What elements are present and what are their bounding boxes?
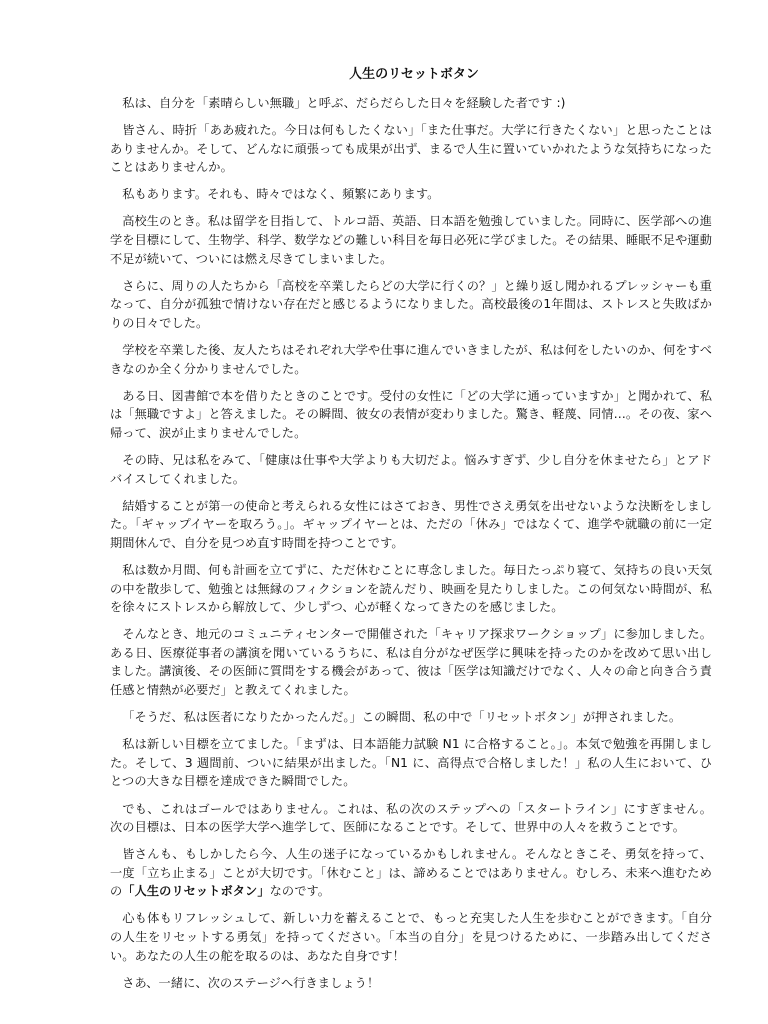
emphasis-reset-button: 「人生のリセットボタン」 — [122, 884, 270, 899]
paragraph-intro: 私は、自分を「素晴らしい無職」と呼ぶ、だらだらした日々を経験した者です :) — [122, 96, 566, 110]
paragraph: 学校を卒業した後、友人たちはそれぞれ大学や仕事に進んでいきましたが、私は何をしたいのか、何をすべきなのか全く分かりませんでした。 — [110, 343, 712, 376]
paragraph-with-emphasis — [110, 845, 712, 901]
paragraph: さらに、周りの人たちから「高校を卒業したらどの大学に行くの？」と繰り返し聞かれるプレッシャーも重なって、自分が孤独で情けない存在だと感じるようになりました。高校最後の1年間は、ストレスと失敗ばかりの日々でした。 — [110, 278, 712, 330]
paragraph: 「そうだ、私は医者になりたかったんだ。」この瞬間、私の中で「リセットボタン」が押されました。 — [122, 710, 682, 725]
paragraph: ある日、図書館で本を借りたときのことです。受付の女性に「どの大学に通っていますか」と聞かれて、私は「無職ですよ」と答えました。その瞬間、彼女の表情が変わりました。驚き、軽蔑、同情…。その夜、家へ帰って、涙が止まりませんでした。 — [110, 388, 712, 440]
paragraph: 結婚することが第一の使命と考えられる女性にはさておき、男性でさえ勇気を出せないような決断をしました。「ギャップイヤーを取ろう。」。ギャップイヤーとは、ただの「休み」ではなくて、進学や就職の前に一定期間休んで、自分を見つめ直す時間を持つことです。 — [110, 498, 712, 550]
paragraph: その時、兄は私をみて、「健康は仕事や大学よりも大切だよ。悩みすぎず、少し自分を休ませたら」とアドバイスしてくれました。 — [110, 453, 712, 486]
paragraph: 私は数か月間、何も計画を立てずに、ただ休むことに専念しました。毎日たっぷり寝て、気持ちの良い天気の中を散歩して、勉強とは無縁のフィクションを読んだり、映画を見たりしました。この何気ない時間が、私を徐々にストレスから解放して、少しずつ、心が軽くなってきたのを感じました。 — [110, 562, 712, 615]
paragraph-text-after: なのです。 — [269, 884, 331, 899]
paragraph: そんなとき、地元のコミュニティセンターで開催された「キャリア探求ワークショップ」に参加しました。ある日、医療従事者の講演を聞いているうちに、私は自分がなぜ医学に興味を持ったのかを改めて思い出しました。講演後、その医師に質問をする機会があって、彼は「医学は知識だけでなく、人々の命と向き合う責任感と情熱が必要だ」と教えてくれました。 — [110, 627, 712, 698]
paragraph: 高校生のとき。私は留学を目指して、トルコ語、英語、日本語を勉強していました。同時に、医学部への進学を目標にして、生物学、科学、数学などの難しい科目を毎日必死に学びました。その結果、睡眠不足や運動不足が続いて、ついには燃え尽きてしまいました。 — [110, 214, 712, 266]
document-title: 人生のリセットボタン — [349, 67, 479, 82]
paragraph: でも、これはゴールではありません。これは、私の次のステップへの「スタートライン」にすぎません。次の目標は、日本の医学大学へ進学して、医師になることです。そして、世界中の人々を救うことです。 — [110, 801, 712, 835]
paragraph: 皆さん、時折「ああ疲れた。今日は何もしたくない」「また仕事だ。大学に行きたくない」と思ったことはありませんか。そして、どんなに頑張っても成果が出ず、まるで人生に置いていかれたような気持ちになったことはありませんか。 — [110, 123, 712, 175]
paragraph: 私もあります。それも、時々ではなく、頻繁にあります。 — [122, 187, 440, 202]
paragraph-text-before: 皆さんも、もしかしたら今、人生の迷子になっているかもしれません。そんなときこそ、勇気を持って、一度「立ち止まる」ことが大切です。「休むこと」は、諦めることではありません。むしろ、未来へ進むための — [110, 847, 712, 899]
paragraph: 私は新しい目標を立てました。「まずは、日本語能力試験 N1 に合格すること。」。本気で勉強を再開しました。そして、3 週間前、ついに結果が出ました。「N1 に、高得点で合格しました！」私の人生において、ひとつの大きな目標を達成できた瞬間でした。 — [110, 737, 712, 789]
paragraph: 心も体もリフレッシュして、新しい力を蓄えることで、もっと充実した人生を歩むことができます。「自分の人生をリセットする勇気」を持ってください。「本当の自分」を見つけるために、一歩踏み出してください。あなたの人生の舵を取るのは、あなた自身です！ — [110, 911, 712, 963]
paragraph-closing: さあ、一緒に、次のステージへ行きましょう！ — [122, 975, 380, 990]
